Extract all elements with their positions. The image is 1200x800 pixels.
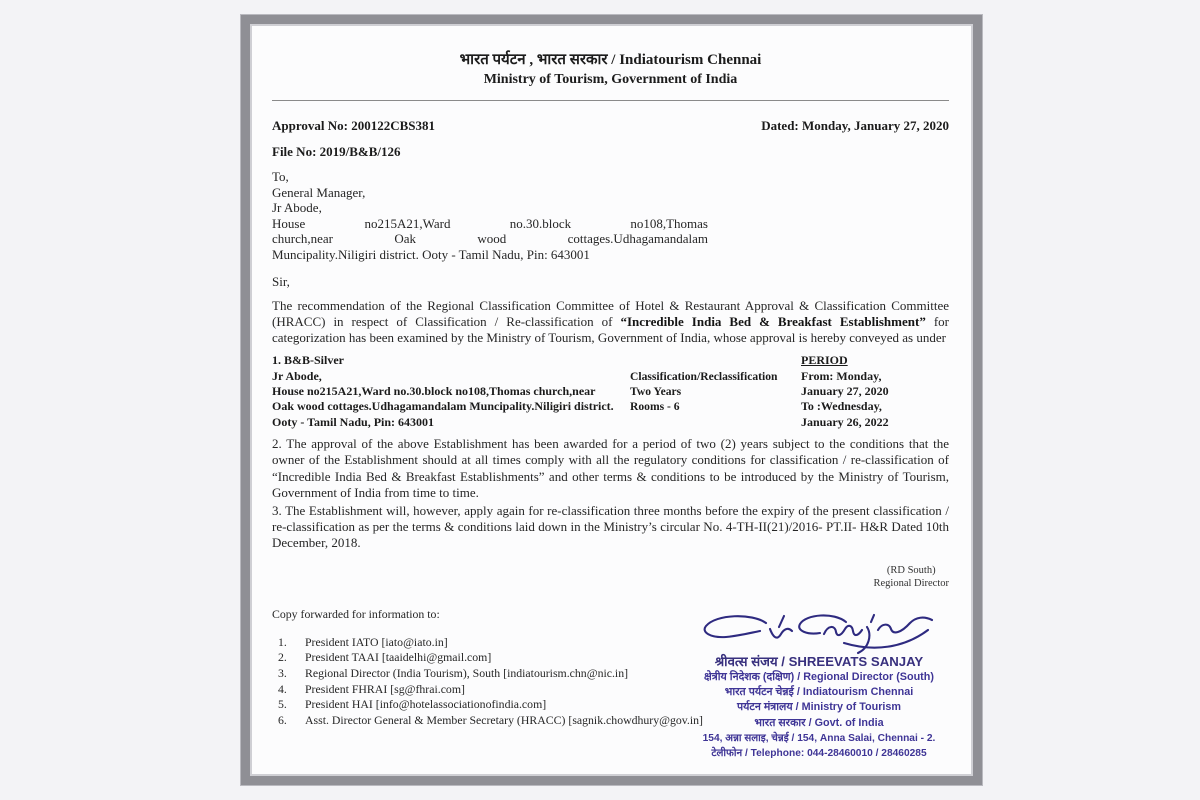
copy-forwarded-heading: Copy forwarded for information to: [272, 606, 440, 621]
stamp-ministry-line: पर्यटन मंत्रालय / Ministry of Tourism [737, 701, 901, 714]
address-recipient: General Manager, [272, 184, 366, 200]
scanned-document-frame [240, 14, 983, 786]
table-row: January 26, 2022 [801, 414, 889, 429]
list-item-number: 6. [278, 713, 287, 728]
table-row: Rooms - 6 [630, 400, 680, 414]
letterhead-org-line: भारत पर्यटन , भारत सरकार / Indiatourism Chennai [459, 52, 762, 68]
stamp-telephone-line: टेलीफोन / Telephone: 044-28460010 / 28460285 [711, 748, 927, 760]
salutation: Sir, [272, 273, 290, 289]
address-to: To, [272, 169, 289, 184]
address-establishment: Jr Abode, [272, 200, 322, 216]
address-line3: Muncipality.Niligiri district. Ooty - Tamil Nadu, Pin: 643001 [272, 246, 590, 262]
body-paragraph-3: 3. The Establishment will, however, apply again for re-classification three months before the expiry of the present classification / re-classification as per the terms & conditions laid down in the Ministry’s circular No. 4-TH-II(21)/2016- PT.II- H&R Dated 10th December, 2018. [272, 503, 949, 551]
list-item-text: President FHRAI [sg@fhrai.com] [305, 681, 465, 696]
para1-bold-establishment: “Incredible India Bed & Breakfast Establishment” [620, 313, 926, 329]
list-item-number: 2. [278, 650, 287, 665]
period-header: PERIOD [801, 353, 848, 368]
para1-text-after: for categorization has been examined by the Ministry of Tourism, Government of India, whose approval is hereby conveyed as under [272, 313, 949, 345]
letterhead [272, 50, 949, 89]
regional-director-label: Regional Director [873, 578, 949, 589]
signature-stamp-block [669, 610, 969, 761]
table-row: Oak wood cottages.Udhagamandalam Muncipality.Niligiri district. [272, 399, 614, 414]
body-paragraph-2: 2. The approval of the above Establishment has been awarded for a period of two (2) years subject to the conditions that the owner of the Establishment should at all times comply with all the regulatory conditions for classification / re-classification of “Incredible India Bed & Breakfast Establishments” and other terms & conditions to be introduced by the Ministry of Tourism, Government of India from time to time. [272, 436, 949, 500]
list-item-number: 3. [278, 666, 287, 681]
letter-page [250, 24, 973, 776]
table-row: House no215A21,Ward no.30.block no108,Thomas church,near [272, 383, 596, 398]
list-item-number: 1. [278, 634, 287, 649]
table-row: Jr Abode, [272, 368, 322, 383]
signatory-designation: क्षेत्रीय निदेशक (दक्षिण) / Regional Director (South) [704, 671, 934, 683]
file-number: File No: 2019/B&B/126 [272, 144, 401, 159]
table-row: January 27, 2020 [801, 383, 889, 398]
stamp-office-line: भारत पर्यटन चेन्नई / Indiatourism Chennai [724, 686, 914, 699]
list-item-number: 5. [278, 697, 287, 712]
list-item-text: Asst. Director General & Member Secretary (HRACC) [sagnik.chowdhury@gov.in] [305, 713, 703, 728]
list-item-text: Regional Director (India Tourism), South [indiatourism.chn@nic.in] [305, 666, 629, 681]
list-item-text: President IATO [iato@iato.in] [305, 634, 448, 649]
stamp-address-line: 154, अन्ना सलाइ, चेन्नई / 154, Anna Salai, Chennai - 2. [702, 732, 936, 744]
list-item-text: President TAAI [taaidelhi@gmail.com] [305, 650, 492, 665]
address-line1: House no215A21,Ward no.30.block no108,Thomas [272, 215, 708, 231]
handwritten-signature [694, 610, 944, 658]
body-paragraph-1 [272, 298, 949, 347]
rd-south-designation [873, 564, 949, 590]
table-row: Two Years [630, 384, 682, 398]
stamp-govt-line: भारत सरकार / Govt. of India [754, 716, 884, 729]
para1-text-before: The recommendation of the Regional Classification Committee of Hotel & Restaurant Approval & Classification Committee (HRACC) in respect of Classification / Re-classification of [272, 297, 949, 329]
classification-period-column [801, 353, 948, 430]
table-row: 1. B&B-Silver [272, 353, 344, 368]
classification-type-column [630, 353, 801, 430]
letter-date: Dated: Monday, January 27, 2020 [761, 118, 949, 133]
signatory-name: श्रीवत्स संजय / SHREEVATS SANJAY [714, 654, 924, 669]
table-row: From: Monday, [801, 368, 882, 383]
classification-table [272, 353, 949, 430]
meta-row [272, 118, 949, 134]
letterhead-divider [272, 100, 949, 101]
rd-south-label: (RD South) [886, 565, 936, 576]
classification-establishment-column [272, 353, 624, 430]
table-row: Ooty - Tamil Nadu, Pin: 643001 [272, 414, 435, 429]
recipient-address [272, 169, 949, 263]
address-line2: church,near Oak wood cottages.Udhagamandalam [272, 231, 708, 247]
letterhead-ministry-line: Ministry of Tourism, Government of India [483, 72, 738, 87]
approval-number: Approval No: 200122CBS381 [272, 118, 436, 133]
table-row: To :Wednesday, [801, 399, 882, 414]
list-item-text: President HAI [info@hotelassociationofindia.com] [305, 697, 547, 712]
list-item-number: 4. [278, 681, 287, 696]
table-row: Classification/Reclassification [630, 369, 778, 383]
